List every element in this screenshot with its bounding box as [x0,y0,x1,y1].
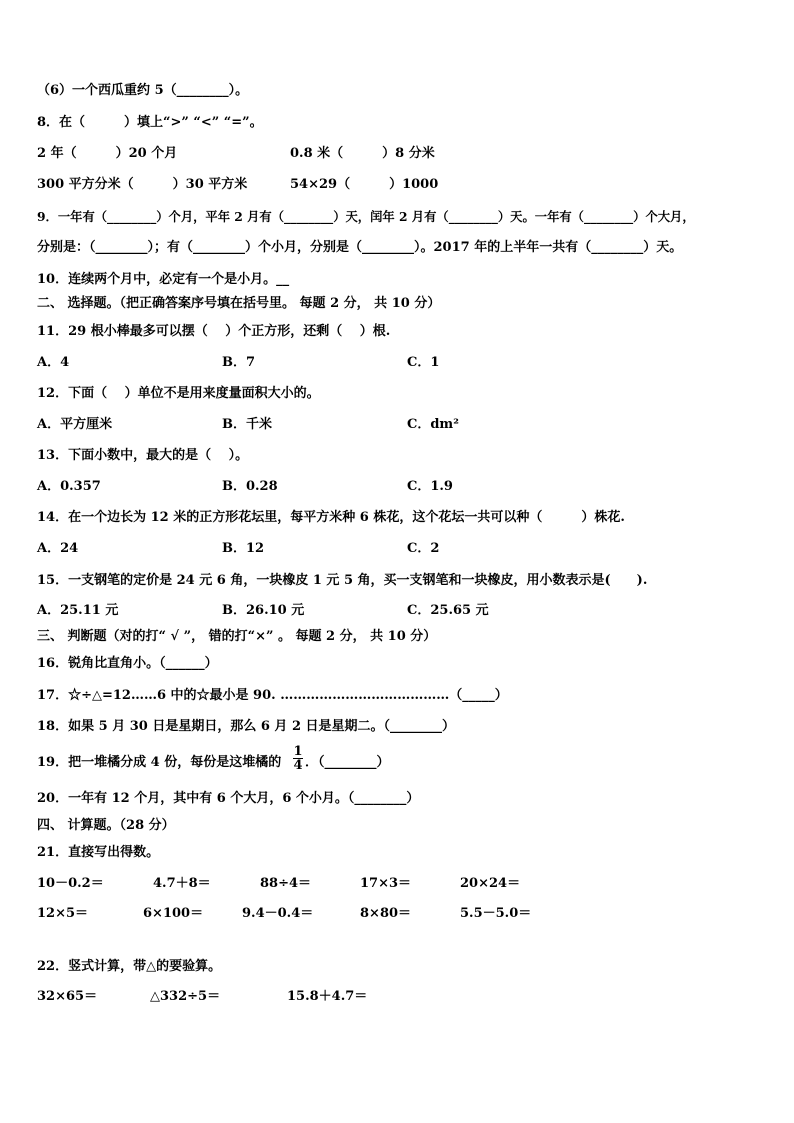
question-19-answer: ．（________） [305,755,390,770]
q8-item-4: 54×29（ ）1000 [290,177,439,192]
q11-option-c: C．1 [407,355,440,370]
question-15: 15．一支钢笔的定价是 24 元 6 角，一块橡皮 1 元 5 角，买一支钢笔和一块橡皮，用小数表示是( ). [37,573,648,588]
q11-option-a: A．4 [37,355,70,370]
q14-option-b: B．12 [222,541,265,556]
calc-item: 15.8＋4.7＝ [287,989,368,1004]
q15-option-a: A．25.11 元 [37,603,119,618]
q14-option-c: C．2 [407,541,440,556]
q13-option-c: C．1.9 [407,479,453,494]
calc-item: 4.7＋8＝ [153,876,211,891]
question-12: 12．下面（ ）单位不是用来度量面积大小的。 [37,386,320,401]
q14-option-a: A．24 [37,541,79,556]
calc-item: 20×24＝ [460,876,521,891]
calc-item: 12×5＝ [37,906,89,921]
question-19-text: 19．把一堆橘分成 4 份，每份是这堆橘的 [37,755,282,770]
question-18: 18．如果 5 月 30 日是星期日，那么 6 月 2 日是星期二。（________） [37,719,456,734]
section-2-heading: 二、 选择题。（把正确答案序号填在括号里。 每题 2 分， 共 10 分） [37,296,441,311]
question-19-fraction [293,745,303,772]
question-13: 13．下面小数中，最大的是（ ）。 [37,448,249,463]
q12-option-c: C．dm² [407,417,459,432]
calc-item: 32×65＝ [37,989,98,1004]
calc-item: 88÷4＝ [260,876,312,891]
question-6-sub: （6）一个西瓜重约 5（________）。 [37,83,249,98]
calc-item: 9.4－0.4＝ [242,906,314,921]
q12-option-b: B．千米 [222,417,272,432]
q15-option-b: B．26.10 元 [222,603,305,618]
q8-item-1: 2 年（ ）20 个月 [37,146,178,161]
q13-option-a: A．0.357 [37,479,101,494]
question-9-line-2: 分别是：（________）；有（________）个小月，分别是（________）。2017 年的上半年一共有（________）天。 [37,240,683,255]
question-9-line-1: 9．一年有（________）个月，平年 2 月有（________）天，闰年 2 月有（________）天。一年有（________）个大月， [37,209,695,224]
question-10: 10．连续两个月中，必定有一个是小月。__ [37,272,290,287]
question-17: 17．☆÷△=12……6 中的☆最小是 90. …………………………………（_____） [37,688,508,703]
q13-option-b: B．0.28 [222,479,278,494]
question-21: 21．直接写出得数。 [37,845,160,860]
q15-option-c: C．25.65 元 [407,603,489,618]
calc-item: △332÷5＝ [150,989,221,1004]
fraction-numerator: 1 [293,744,303,759]
question-8: 8．在（ ）填上“>” “<” “=”。 [37,115,263,130]
calc-item: 5.5－5.0＝ [460,906,532,921]
section-4-heading: 四、 计算题。（28 分） [37,818,175,833]
calc-item: 17×3＝ [360,876,412,891]
q8-item-2: 0.8 米（ ）8 分米 [290,146,435,161]
question-11: 11．29 根小棒最多可以摆（ ）个正方形，还剩（ ）根. [37,324,391,339]
section-3-heading: 三、 判断题（对的打“ √ ”， 错的打“×” 。 每题 2 分， 共 10 分） [37,629,437,644]
q11-option-b: B．7 [222,355,256,370]
fraction-denominator: 4 [293,758,303,773]
question-20: 20．一年有 12 个月，其中有 6 个大月，6 个小月。（________） [37,791,420,806]
question-22: 22．竖式计算，带△的要验算。 [37,959,222,974]
calc-item: 10－0.2＝ [37,876,104,891]
q8-item-3: 300 平方分米（ ）30 平方米 [37,177,248,192]
q12-option-a: A．平方厘米 [37,417,113,432]
question-14: 14．在一个边长为 12 米的正方形花坛里，每平方米种 6 株花，这个花坛一共可以种（ ）株花. [37,510,625,525]
question-16: 16．锐角比直角小。（______） [37,656,218,671]
calc-item: 6×100＝ [143,906,204,921]
calc-item: 8×80＝ [360,906,412,921]
